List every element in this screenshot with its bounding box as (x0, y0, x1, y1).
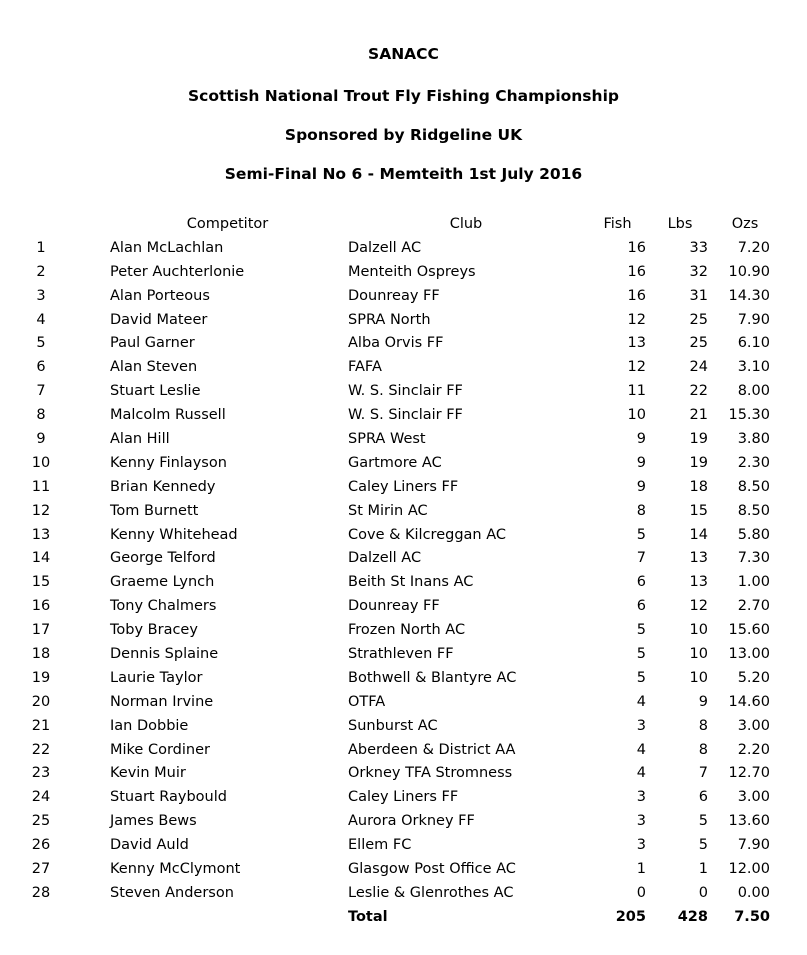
position-cell: 22 (31, 741, 51, 758)
table-row (0, 834, 807, 858)
club-cell: Aberdeen & District AA (348, 741, 516, 758)
ozs-cell: 14.60 (728, 693, 770, 710)
fish-cell: 5 (636, 526, 646, 543)
table-row (0, 882, 807, 906)
ozs-cell: 13.60 (728, 813, 770, 830)
position-cell: 5 (36, 335, 46, 352)
fish-cell: 12 (627, 359, 646, 376)
fish-cell: 9 (636, 478, 646, 495)
club-cell: W. S. Sinclair FF (348, 383, 463, 400)
fish-cell: 9 (636, 431, 646, 448)
ozs-cell: 7.90 (737, 311, 770, 328)
lbs-cell: 25 (689, 311, 708, 328)
fish-cell: 7 (636, 550, 646, 567)
position-cell: 21 (31, 717, 51, 734)
table-row (0, 285, 807, 309)
ozs-cell: 2.70 (737, 598, 770, 615)
results-table (0, 213, 807, 930)
ozs-cell: 3.10 (737, 359, 770, 376)
table-row (0, 667, 807, 691)
table-row (0, 500, 807, 524)
position-cell: 13 (31, 526, 51, 543)
lbs-cell: 19 (689, 454, 708, 471)
table-row (0, 810, 807, 834)
position-cell: 24 (31, 789, 51, 806)
position-cell: 23 (31, 765, 51, 782)
lbs-cell: 21 (689, 407, 708, 424)
lbs-cell: 0 (698, 884, 708, 901)
fish-cell: 3 (636, 789, 646, 806)
lbs-cell: 10 (689, 622, 708, 639)
competitor-cell: Peter Auchterlonie (110, 263, 245, 280)
club-cell: Dounreay FF (348, 598, 440, 615)
fish-cell: 11 (627, 383, 646, 400)
club-cell: Caley Liners FF (348, 789, 459, 806)
table-row (0, 595, 807, 619)
fish-cell: 16 (627, 239, 646, 256)
table-row (0, 356, 807, 380)
sponsor-line: Sponsored by Ridgeline UK (284, 126, 523, 144)
ozs-cell: 1.00 (737, 574, 770, 591)
lbs-cell: 31 (689, 287, 708, 304)
table-row (0, 619, 807, 643)
fish-cell: 10 (627, 407, 646, 424)
document-title: SANACC (368, 45, 439, 63)
ozs-cell: 3.00 (737, 789, 770, 806)
ozs-cell: 10.90 (728, 263, 770, 280)
lbs-cell: 9 (698, 693, 708, 710)
position-cell: 4 (36, 311, 46, 328)
club-cell: Sunburst AC (348, 717, 438, 734)
ozs-cell: 7.30 (737, 550, 770, 567)
position-cell: 9 (36, 431, 46, 448)
lbs-cell: 5 (698, 837, 708, 854)
total-lbs: 428 (677, 908, 708, 925)
fish-cell: 6 (636, 574, 646, 591)
club-cell: Dalzell AC (348, 239, 422, 256)
fish-cell: 16 (627, 263, 646, 280)
club-cell: Gartmore AC (348, 454, 442, 471)
ozs-cell: 12.70 (728, 765, 770, 782)
ozs-cell: 3.80 (737, 431, 770, 448)
position-cell: 10 (31, 454, 51, 471)
fish-cell: 0 (636, 884, 646, 901)
position-cell: 2 (36, 263, 46, 280)
ozs-cell: 15.60 (728, 622, 770, 639)
club-cell: Cove & Kilcreggan AC (348, 526, 507, 543)
header-fish: Fish (603, 216, 632, 232)
lbs-cell: 8 (698, 741, 708, 758)
fish-cell: 5 (636, 646, 646, 663)
club-cell: SPRA West (348, 431, 426, 448)
club-cell: Aurora Orkney FF (348, 813, 475, 830)
lbs-cell: 22 (689, 383, 708, 400)
lbs-cell: 18 (689, 478, 708, 495)
position-cell: 7 (36, 383, 46, 400)
position-cell: 8 (36, 407, 46, 424)
table-row (0, 739, 807, 763)
table-row (0, 571, 807, 595)
lbs-cell: 12 (689, 598, 708, 615)
ozs-cell: 5.20 (737, 669, 770, 686)
header-ozs: Ozs (731, 216, 759, 232)
ozs-cell: 6.10 (737, 335, 770, 352)
club-cell: Dounreay FF (348, 287, 440, 304)
competitor-cell: Tony Chalmers (110, 598, 217, 615)
competitor-cell: George Telford (110, 550, 216, 567)
total-label: Total (348, 908, 388, 925)
lbs-cell: 8 (698, 717, 708, 734)
competitor-cell: Dennis Splaine (110, 646, 219, 663)
lbs-cell: 7 (698, 765, 708, 782)
fish-cell: 3 (636, 717, 646, 734)
club-cell: Alba Orvis FF (348, 335, 444, 352)
competitor-cell: Kenny McClymont (110, 861, 241, 878)
fish-cell: 3 (636, 813, 646, 830)
club-cell: Dalzell AC (348, 550, 422, 567)
fish-cell: 1 (636, 861, 646, 878)
lbs-cell: 32 (689, 263, 708, 280)
lbs-cell: 25 (689, 335, 708, 352)
position-cell: 17 (31, 622, 51, 639)
ozs-cell: 2.20 (737, 741, 770, 758)
position-cell: 25 (31, 813, 51, 830)
lbs-cell: 19 (689, 431, 708, 448)
lbs-cell: 33 (689, 239, 708, 256)
fish-cell: 13 (627, 335, 646, 352)
document-subtitle: Scottish National Trout Fly Fishing Championship (188, 87, 619, 105)
lbs-cell: 5 (698, 813, 708, 830)
club-cell: SPRA North (348, 311, 431, 328)
lbs-cell: 1 (698, 861, 708, 878)
competitor-cell: Paul Garner (110, 335, 195, 352)
fish-cell: 16 (627, 287, 646, 304)
table-row (0, 786, 807, 810)
position-cell: 26 (31, 837, 51, 854)
competitor-cell: Stuart Leslie (110, 383, 201, 400)
club-cell: W. S. Sinclair FF (348, 407, 463, 424)
position-cell: 19 (31, 669, 51, 686)
competitor-cell: Norman Irvine (110, 693, 214, 710)
fish-cell: 5 (636, 622, 646, 639)
table-row (0, 762, 807, 786)
lbs-cell: 24 (689, 359, 708, 376)
competitor-cell: Toby Bracey (110, 622, 198, 639)
competitor-cell: Tom Burnett (110, 502, 199, 519)
lbs-cell: 13 (689, 550, 708, 567)
competitor-cell: James Bews (110, 813, 197, 830)
header-competitor: Competitor (186, 216, 269, 232)
table-row (0, 428, 807, 452)
position-cell: 16 (31, 598, 51, 615)
competitor-cell: Steven Anderson (110, 884, 234, 901)
fish-cell: 8 (636, 502, 646, 519)
competitor-cell: Alan Steven (110, 359, 198, 376)
fish-cell: 6 (636, 598, 646, 615)
club-cell: Caley Liners FF (348, 478, 459, 495)
table-row (0, 524, 807, 548)
competitor-cell: Mike Cordiner (110, 741, 210, 758)
ozs-cell: 8.50 (737, 502, 770, 519)
club-cell: Orkney TFA Stromness (348, 765, 513, 782)
table-row (0, 380, 807, 404)
club-cell: Ellem FC (348, 837, 412, 854)
table-row (0, 237, 807, 261)
club-cell: Leslie & Glenrothes AC (348, 884, 514, 901)
lbs-cell: 14 (689, 526, 708, 543)
ozs-cell: 3.00 (737, 717, 770, 734)
position-cell: 14 (31, 550, 51, 567)
lbs-cell: 6 (698, 789, 708, 806)
competitor-cell: Graeme Lynch (110, 574, 215, 591)
ozs-cell: 5.80 (737, 526, 770, 543)
ozs-cell: 0.00 (737, 884, 770, 901)
club-cell: Frozen North AC (348, 622, 466, 639)
ozs-cell: 8.00 (737, 383, 770, 400)
competitor-cell: Alan McLachlan (110, 239, 224, 256)
position-cell: 6 (36, 359, 46, 376)
position-cell: 15 (31, 574, 51, 591)
position-cell: 20 (31, 693, 51, 710)
fish-cell: 4 (636, 765, 646, 782)
competitor-cell: David Auld (110, 837, 189, 854)
lbs-cell: 13 (689, 574, 708, 591)
table-row (0, 691, 807, 715)
ozs-cell: 2.30 (737, 454, 770, 471)
position-cell: 27 (31, 861, 51, 878)
competitor-cell: Kevin Muir (110, 765, 186, 782)
table-row (0, 261, 807, 285)
club-cell: St Mirin AC (348, 502, 428, 519)
ozs-cell: 15.30 (728, 407, 770, 424)
position-cell: 12 (31, 502, 51, 519)
total-ozs: 7.50 (734, 908, 770, 925)
table-body (0, 237, 807, 906)
fish-cell: 9 (636, 454, 646, 471)
total-fish: 205 (615, 908, 646, 925)
ozs-cell: 14.30 (728, 287, 770, 304)
table-row (0, 332, 807, 356)
total-row (0, 906, 807, 930)
competitor-cell: Ian Dobbie (110, 717, 189, 734)
club-cell: Bothwell & Blantyre AC (348, 669, 517, 686)
ozs-cell: 7.90 (737, 837, 770, 854)
competitor-cell: Alan Hill (110, 431, 170, 448)
header-lbs: Lbs (667, 216, 693, 232)
fish-cell: 4 (636, 693, 646, 710)
fish-cell: 4 (636, 741, 646, 758)
club-cell: Menteith Ospreys (348, 263, 476, 280)
fish-cell: 5 (636, 669, 646, 686)
competitor-cell: Kenny Whitehead (110, 526, 238, 543)
event-line: Semi-Final No 6 - Memteith 1st July 2016 (224, 165, 583, 183)
ozs-cell: 12.00 (728, 861, 770, 878)
header-club: Club (449, 216, 483, 232)
ozs-cell: 7.20 (737, 239, 770, 256)
competitor-cell: Laurie Taylor (110, 669, 203, 686)
competitor-cell: Malcolm Russell (110, 407, 226, 424)
club-cell: FAFA (348, 359, 382, 376)
competitor-cell: Stuart Raybould (110, 789, 227, 806)
fish-cell: 3 (636, 837, 646, 854)
position-cell: 18 (31, 646, 51, 663)
competitor-cell: David Mateer (110, 311, 208, 328)
table-row (0, 404, 807, 428)
ozs-cell: 8.50 (737, 478, 770, 495)
table-header (0, 213, 807, 237)
position-cell: 1 (36, 239, 46, 256)
lbs-cell: 10 (689, 669, 708, 686)
competitor-cell: Alan Porteous (110, 287, 210, 304)
ozs-cell: 13.00 (728, 646, 770, 663)
club-cell: OTFA (348, 693, 386, 710)
table-row (0, 715, 807, 739)
club-cell: Strathleven FF (348, 646, 454, 663)
club-cell: Beith St Inans AC (348, 574, 474, 591)
table-row (0, 547, 807, 571)
fish-cell: 12 (627, 311, 646, 328)
lbs-cell: 15 (689, 502, 708, 519)
lbs-cell: 10 (689, 646, 708, 663)
table-row (0, 452, 807, 476)
position-cell: 3 (36, 287, 46, 304)
competitor-cell: Kenny Finlayson (110, 454, 227, 471)
table-row (0, 476, 807, 500)
position-cell: 28 (31, 884, 51, 901)
club-cell: Glasgow Post Office AC (348, 861, 516, 878)
table-row (0, 309, 807, 333)
competitor-cell: Brian Kennedy (110, 478, 216, 495)
position-cell: 11 (31, 478, 51, 495)
table-row (0, 643, 807, 667)
table-row (0, 858, 807, 882)
